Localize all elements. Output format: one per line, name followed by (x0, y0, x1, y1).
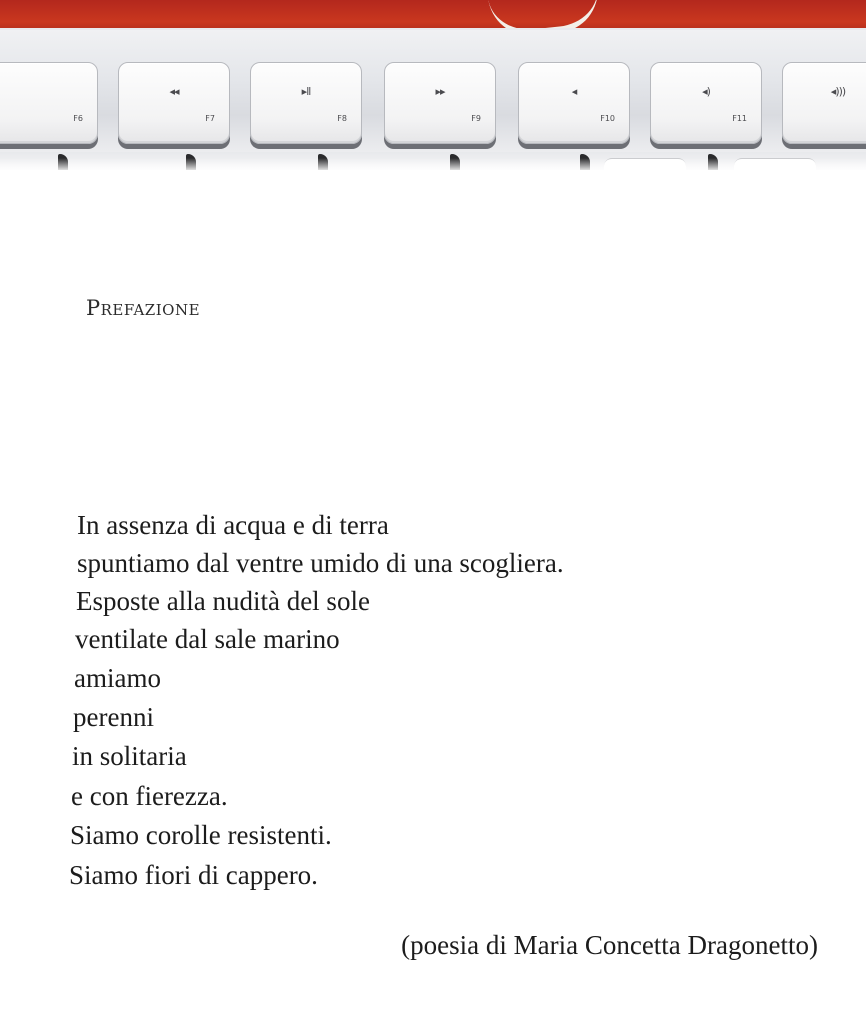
poem-line: Esposte alla nudità del sole (76, 586, 370, 616)
photo-edge (0, 158, 866, 170)
key-f6 (0, 62, 98, 144)
poem-line: perenni (73, 702, 154, 732)
section-heading: Prefazione (86, 296, 201, 320)
keyboard (0, 28, 866, 170)
fast-forward-icon: ▸▸ (435, 85, 445, 98)
poem-line: In assenza di acqua e di terra (77, 510, 389, 540)
poem-line: ventilate dal sale marino (75, 624, 340, 654)
key-f9-label: F9 (471, 114, 481, 123)
key-f8 (250, 62, 362, 144)
key-f9 (384, 62, 496, 144)
poem-line: Siamo corolle resistenti. (70, 820, 332, 850)
key-f10 (518, 62, 630, 144)
volume-up-icon: ◂))) (830, 85, 846, 98)
key-f7 (118, 62, 230, 144)
mute-icon: ◂ (571, 85, 577, 98)
play-pause-icon: ▸ll (301, 85, 311, 98)
key-f11 (650, 62, 762, 144)
key-f8-label: F8 (337, 114, 347, 123)
poem-line: spuntiamo dal ventre umido di una scogliera. (77, 548, 564, 578)
poem-line: Siamo fiori di cappero. (69, 860, 318, 890)
poem-line: e con fierezza. (71, 781, 228, 811)
rewind-icon: ◂◂ (169, 85, 179, 98)
poem-line: in solitaria (72, 741, 187, 771)
key-f7-label: F7 (205, 114, 215, 123)
key-f10-label: F10 (600, 114, 615, 123)
keyboard-photo (0, 0, 866, 170)
key-f6-label: F6 (73, 114, 83, 123)
key-f11-label: F11 (732, 114, 747, 123)
key-f12 (782, 62, 866, 144)
poem-line: amiamo (74, 663, 161, 693)
volume-down-icon: ◂) (702, 85, 710, 98)
poem-attribution: (poesia di Maria Concetta Dragonetto) (401, 930, 818, 960)
